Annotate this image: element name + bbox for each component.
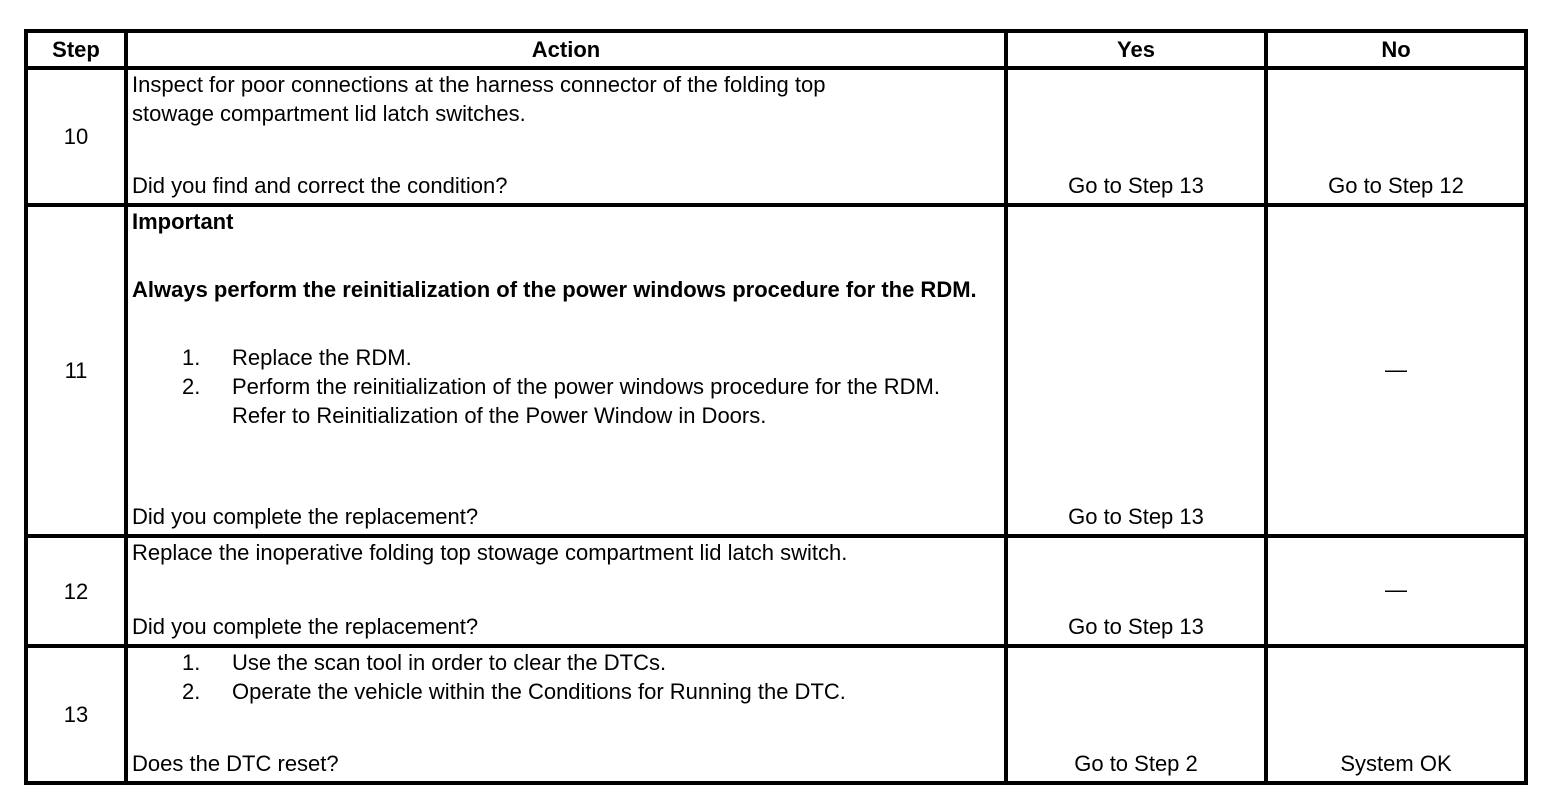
step-list <box>132 648 1000 706</box>
question-text: Does the DTC reset? <box>132 751 339 776</box>
header-step: Step <box>26 31 126 68</box>
action-text: Replace the inoperative folding top stowage compartment lid latch switch. <box>132 540 848 565</box>
no-result: Go to Step 12 <box>1266 68 1526 205</box>
step-list <box>132 343 1000 430</box>
action-cell <box>126 646 1006 783</box>
list-text: Use the scan tool in order to clear the DTCs. <box>232 650 667 675</box>
table-row <box>26 536 1526 646</box>
list-number: 2. <box>182 374 201 399</box>
list-text: Perform the reinitialization of the power windows procedure for the RDM. Refer to Reinitialization of the Power Window in Doors. <box>232 374 940 428</box>
header-row <box>26 31 1526 68</box>
question-text: Did you find and correct the condition? <box>132 173 508 198</box>
list-text: Operate the vehicle within the Conditions for Running the DTC. <box>232 679 846 704</box>
header-action: Action <box>126 31 1006 68</box>
list-text: Replace the RDM. <box>232 345 412 370</box>
table-row <box>26 205 1526 536</box>
yes-result: Go to Step 13 <box>1006 205 1266 536</box>
header-yes: Yes <box>1006 31 1266 68</box>
yes-result: Go to Step 13 <box>1006 68 1266 205</box>
no-result: — <box>1266 205 1526 536</box>
list-number: 2. <box>182 679 201 704</box>
action-cell <box>126 536 1006 646</box>
question-text: Did you complete the replacement? <box>132 504 479 529</box>
list-item <box>132 372 1000 430</box>
list-item <box>132 677 1000 706</box>
action-cell <box>126 68 1006 205</box>
important-note: Always perform the reinitialization of the power windows procedure for the RDM. <box>132 277 977 302</box>
no-result: — <box>1266 536 1526 646</box>
step-number: 11 <box>26 205 126 536</box>
list-item <box>132 648 1000 677</box>
list-number: 1. <box>182 345 201 370</box>
important-label: Important <box>132 209 234 234</box>
list-item <box>132 343 1000 372</box>
header-no: No <box>1266 31 1526 68</box>
step-number: 10 <box>26 68 126 205</box>
diagnostic-step-table <box>24 29 1528 785</box>
action-text: stowage compartment lid latch switches. <box>132 101 526 126</box>
step-number: 13 <box>26 646 126 783</box>
action-text: Inspect for poor connections at the harness connector of the folding top <box>132 72 826 97</box>
action-cell <box>126 205 1006 536</box>
yes-result: Go to Step 2 <box>1006 646 1266 783</box>
table-row <box>26 68 1526 205</box>
yes-result: Go to Step 13 <box>1006 536 1266 646</box>
no-result: System OK <box>1266 646 1526 783</box>
table-row <box>26 646 1526 783</box>
step-number: 12 <box>26 536 126 646</box>
list-number: 1. <box>182 650 201 675</box>
question-text: Did you complete the replacement? <box>132 614 479 639</box>
